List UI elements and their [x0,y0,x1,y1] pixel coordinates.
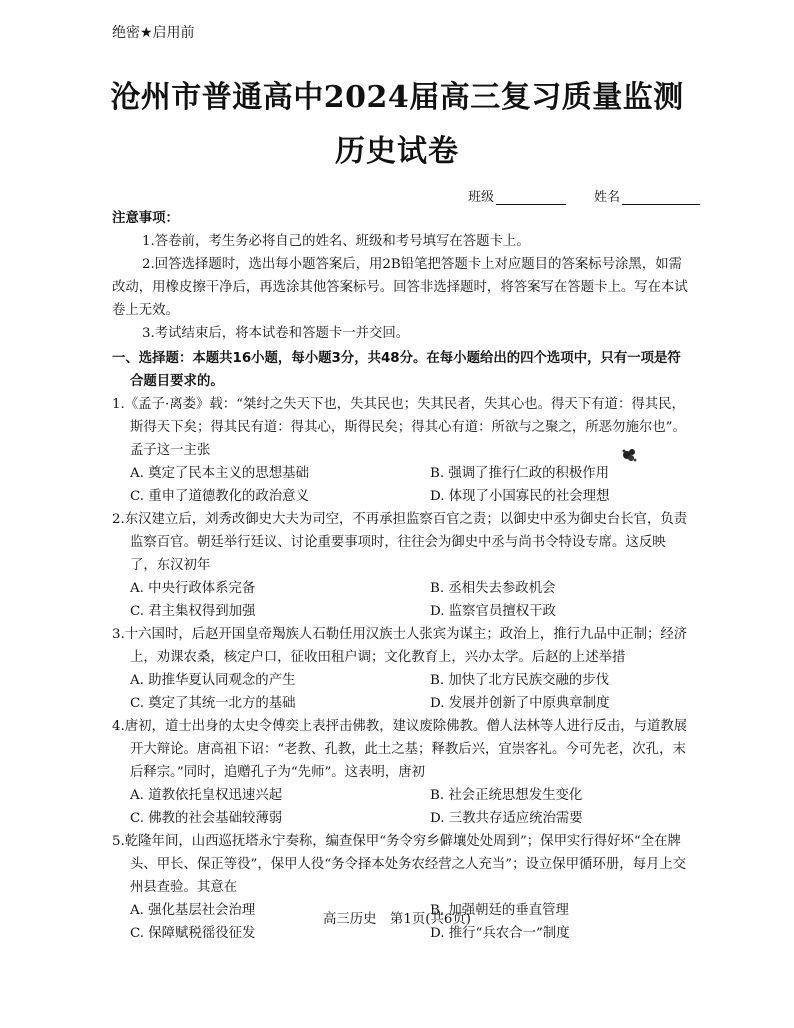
name-label: 姓名 [594,190,621,205]
question-5 [112,830,690,945]
note-item: 1.答卷前，考生务必将自己的姓名、班级和考号填写在答题卡上。 [142,234,530,249]
class-label: 班级 [468,190,495,205]
option-c[interactable]: C. 佛教的社会基础较薄弱 [130,811,283,826]
section-heading [112,347,690,393]
option-c[interactable]: C. 君主集权得到加强 [130,604,256,619]
option-b[interactable]: B. 丞相失去参政机会 [430,581,556,596]
question-stem: 5.乾隆年间，山西巡抚塔永宁奏称，编查保甲“务令穷乡僻壤处处周到”；保甲实行得好坏“全在牌头、甲长、保正等役”，保甲人役“务令择本处务农经营之人充当”；设立保甲循环册，每月上交州县查验。其意在 [112,834,687,895]
option-a[interactable]: A. 助推华夏认同观念的产生 [130,673,296,688]
section-heading-cont: 合题目要求的。 [130,374,224,389]
question-stem: 2.东汉建立后，刘秀改御史大夫为司空，不再承担监察百官之责；以御史中丞为御史台长官，负责监察百官。朝廷举行廷议、讨论重要事项时，往往会为御史中丞与尚书令特设专席。这反映了，东汉初年 [112,512,688,573]
exam-title: 沧州市普通高中2024届高三复习质量监测 [110,80,684,115]
note-item: 2.回答选择题时，选出每小题答案后，用2B铅笔把答题卡上对应题目的答案标号涂黑，如需改动，用橡皮擦干净后，再选涂其他答案标号。回答非选择题时，将答案写在答题卡上。写在本试卷上无效。 [112,257,688,318]
option-b[interactable]: B. 加强朝廷的垂直管理 [430,903,569,918]
note-item: 3.考试结束后，将本试卷和答题卡一并交回。 [142,326,410,341]
question-stem: 1.《孟子·离娄》载：“桀纣之失天下也，失其民也；失其民者，失其心也。得天下有道：得其民，斯得天下矣；得其民有道：得其心，斯得民矣；得其心有道：所欲与之聚之，所恶勿施尔也”。孟子这一主张 [112,397,686,458]
question-3 [112,623,690,715]
option-b[interactable]: B. 加快了北方民族交融的步伐 [430,673,610,688]
option-b[interactable]: B. 社会正统思想发生变化 [430,788,583,803]
option-c[interactable]: C. 重申了道德教化的政治意义 [130,489,309,504]
question-options [112,669,690,715]
option-d[interactable]: D. 推行“兵农合一”制度 [430,926,570,941]
option-b[interactable]: B. 强调了推行仁政的积极作用 [430,466,610,481]
option-a[interactable]: A. 强化基层社会治理 [130,903,256,918]
question-stem: 3.十六国时，后赵开国皇帝羯族人石勒任用汉族士人张宾为谋主；政治上，推行九品中正制；经济上，劝课农桑，核定户口，征收田租户调；文化教育上，兴办太学。后赵的上述举措 [112,627,688,665]
option-a[interactable]: A. 中央行政体系完备 [130,581,256,596]
notes-block [112,207,690,345]
option-d[interactable]: D. 三教共存适应统治需要 [430,811,583,826]
questions-block [112,347,690,945]
question-stem: 4.唐初，道士出身的太史令傅奕上表抨击佛教，建议废除佛教。僧人法林等人进行反击，与道教展开大辩论。唐高祖下诏：“老教、孔教，此土之基；释教后兴，宜崇客礼。今可先老，次孔，末后释宗。”同时，追赠孔子为“先师”。这表明，唐初 [112,719,688,780]
question-options [112,577,690,623]
confidential-label: 绝密★启用前 [112,25,195,41]
option-a[interactable]: A. 道教依托皇权迅速兴起 [130,788,283,803]
option-c[interactable]: C. 保障赋税徭役征发 [130,926,256,941]
question-4 [112,715,690,830]
class-field[interactable] [468,186,566,205]
option-d[interactable]: D. 发展并创新了中原典章制度 [430,696,610,711]
student-fields [468,186,700,205]
question-1 [112,393,690,508]
name-blank[interactable] [622,190,700,205]
page-footer: 高三历史 第1页(共6页) [322,912,471,927]
notes-heading: 注意事项： [112,211,179,226]
ink-smudge-icon [618,444,640,466]
option-d[interactable]: D. 体现了小国寡民的社会理想 [430,489,610,504]
option-c[interactable]: C. 奠定了其统一北方的基础 [130,696,296,711]
class-blank[interactable] [496,190,566,205]
option-a[interactable]: A. 奠定了民本主义的思想基础 [130,466,309,481]
exam-subject: 历史试卷 [335,134,459,169]
section-heading-line: 一、选择题：本题共16小题，每小题3分，共48分。在每小题给出的四个选项中，只有一项是符 [112,351,681,366]
question-2 [112,508,690,623]
question-options [112,784,690,830]
option-d[interactable]: D. 监察官员擅权干政 [430,604,556,619]
question-options [112,462,690,508]
name-field[interactable] [594,186,700,205]
